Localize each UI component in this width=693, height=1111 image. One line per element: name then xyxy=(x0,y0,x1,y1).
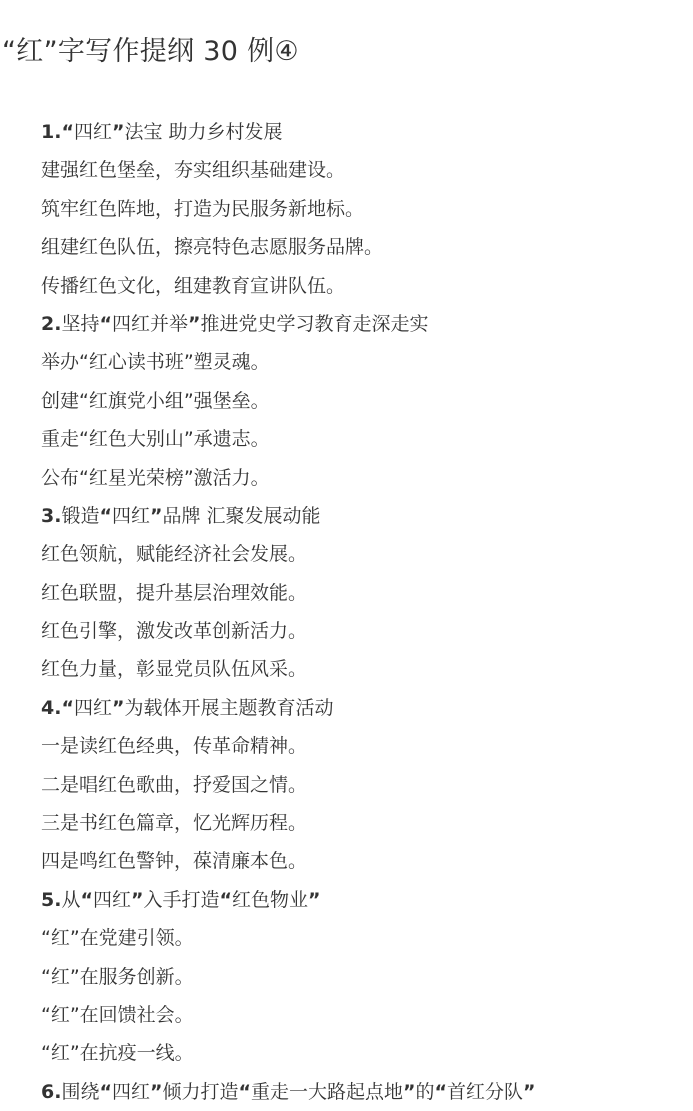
article-body xyxy=(41,113,681,1111)
list-item: 四是鸣红色警钟，葆清廉本色。 xyxy=(41,850,308,873)
list-item: 一是读红色经典，传革命精神。 xyxy=(41,735,308,758)
heading-text: 四红 xyxy=(73,121,112,143)
heading-text: 重走一大路起点地 xyxy=(251,1080,404,1103)
quote-mark: ” xyxy=(403,1080,416,1103)
heading-text: 为载体开展主题教育活动 xyxy=(124,696,334,719)
heading-text: 四红 xyxy=(111,504,150,527)
section-heading xyxy=(41,497,681,535)
section-heading xyxy=(41,113,681,151)
section-number: 1. xyxy=(41,121,62,143)
quote-mark: ” xyxy=(111,121,125,143)
list-item: “红”在抗疫一线。 xyxy=(41,1042,194,1065)
section-heading xyxy=(41,1073,681,1111)
heading-text: 倾力打造 xyxy=(162,1080,239,1103)
list-item: 红色联盟，提升基层治理效能。 xyxy=(41,581,308,604)
section-heading xyxy=(41,689,681,727)
quote-mark: ” xyxy=(308,888,321,911)
list-item: “红”在党建引领。 xyxy=(41,927,194,950)
heading-text: 推进党史学习教育走深走实 xyxy=(200,312,429,335)
section-number: 3. xyxy=(41,504,62,527)
quote-mark: ” xyxy=(111,696,125,719)
section-heading xyxy=(41,305,681,343)
section-number: 6. xyxy=(41,1080,62,1103)
heading-text: 四红 xyxy=(73,696,112,719)
list-item: 举办“红心读书班”塑灵魂。 xyxy=(41,351,270,374)
heading-text: 首红分队 xyxy=(447,1080,524,1103)
section-number: 5. xyxy=(41,888,62,911)
list-item: 红色领航，赋能经济社会发展。 xyxy=(41,543,308,566)
quote-mark: “ xyxy=(238,1080,251,1103)
quote-mark: “ xyxy=(99,1080,112,1103)
heading-text: 坚持 xyxy=(61,312,100,335)
list-item: 组建红色队伍，擦亮特色志愿服务品牌。 xyxy=(41,236,384,259)
heading-text: 四红 xyxy=(92,888,131,911)
list-item: 公布“红星光荣榜”激活力。 xyxy=(41,466,270,489)
quote-mark: “ xyxy=(80,888,93,911)
list-item: 传播红色文化，组建教育宣讲队伍。 xyxy=(41,274,346,297)
heading-text: 的 xyxy=(415,1080,435,1103)
list-item: 三是书红色篇章，忆光辉历程。 xyxy=(41,812,308,835)
quote-mark: “ xyxy=(434,1080,448,1103)
heading-text: 法宝 助力乡村发展 xyxy=(124,121,283,143)
list-item: 重走“红色大别山”承遗志。 xyxy=(41,428,270,451)
list-item: 创建“红旗党小组”强堡垒。 xyxy=(41,389,270,412)
quote-mark: “ xyxy=(61,696,74,719)
heading-text: 围绕 xyxy=(61,1080,100,1103)
quote-mark: “ xyxy=(99,504,112,527)
list-item: “红”在回馈社会。 xyxy=(41,1003,194,1026)
quote-mark: ” xyxy=(130,888,144,911)
heading-text: 四红 xyxy=(111,1080,150,1103)
section-heading xyxy=(41,881,681,919)
page-title: “红”字写作提纲 30 例④ xyxy=(2,36,299,67)
section-number: 2. xyxy=(41,312,62,335)
heading-text: 从 xyxy=(61,888,81,911)
quote-mark: ” xyxy=(149,504,163,527)
heading-text: 入手打造 xyxy=(143,888,220,911)
list-item: 筑牢红色阵地，打造为民服务新地标。 xyxy=(41,197,365,220)
quote-mark: “ xyxy=(99,312,112,335)
heading-text: 四红并举 xyxy=(111,312,188,335)
quote-mark: ” xyxy=(149,1080,163,1103)
heading-text: 锻造 xyxy=(61,504,100,527)
list-item: “红”在服务创新。 xyxy=(41,965,194,988)
list-item: 建强红色堡垒，夯实组织基础建设。 xyxy=(41,159,346,182)
list-item: 红色力量，彰显党员队伍风采。 xyxy=(41,658,308,681)
list-item: 红色引擎，激发改革创新活力。 xyxy=(41,620,308,643)
heading-text: 红色物业 xyxy=(232,888,309,911)
quote-mark: ” xyxy=(523,1080,536,1103)
quote-mark: ” xyxy=(187,312,201,335)
quote-mark: “ xyxy=(219,888,232,911)
heading-text: 品牌 汇聚发展动能 xyxy=(162,504,321,527)
quote-mark: “ xyxy=(61,121,74,143)
list-item: 二是唱红色歌曲，抒爱国之情。 xyxy=(41,773,308,796)
section-number: 4. xyxy=(41,696,62,719)
